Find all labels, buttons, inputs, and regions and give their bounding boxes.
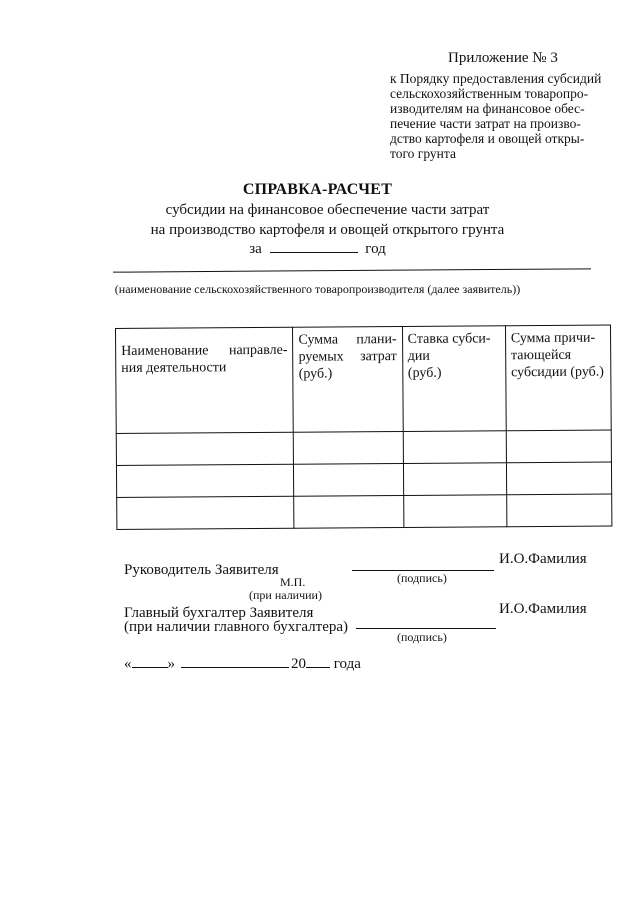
accountant-signature-field[interactable] bbox=[356, 628, 496, 629]
date-year-suffix: года bbox=[333, 656, 361, 672]
date-year-prefix: 20 bbox=[291, 656, 306, 672]
document-subtitle-line2: на производство картофеля и овощей открытого грунта bbox=[150, 222, 505, 238]
date-month-field[interactable] bbox=[181, 655, 289, 668]
subsidy-rate-label: Ставка субси-дии (руб.) bbox=[407, 331, 491, 381]
table-cell[interactable] bbox=[116, 432, 294, 465]
appendix-subtitle bbox=[390, 71, 615, 161]
table-row bbox=[116, 430, 611, 465]
document-title: СПРАВКА-РАСЧЕТ bbox=[242, 181, 393, 198]
column-header-planned-costs: Сумма плани-руемых затрат (руб.) bbox=[293, 326, 403, 432]
stamp-note: (при наличии) bbox=[249, 588, 322, 602]
stamp-label: М.П. bbox=[280, 575, 306, 589]
period-prefix: за bbox=[249, 241, 262, 257]
appendix-line: к Порядку предоставления субсидий bbox=[390, 71, 602, 86]
table-row bbox=[117, 494, 612, 529]
period-line bbox=[0, 240, 635, 258]
head-label: Руководитель Заявителя bbox=[124, 562, 279, 578]
column-header-subsidy-rate bbox=[402, 326, 506, 432]
accountant-note: (при наличии главного бухгалтера) bbox=[124, 619, 349, 635]
appendix-line: дство картофеля и овощей откры- bbox=[390, 131, 585, 146]
table-cell[interactable] bbox=[506, 430, 611, 463]
head-name: И.О.Фамилия bbox=[499, 551, 587, 567]
appendix-line: изводителям на финансовое обес- bbox=[390, 101, 585, 116]
table-row bbox=[116, 462, 611, 497]
date-open-quote: « bbox=[124, 656, 132, 672]
appendix-line: печение части затрат на произво- bbox=[390, 116, 581, 131]
column-header-activity: Наименование направле-ния деятельности bbox=[116, 327, 294, 433]
accountant-signature-caption: (подпись) bbox=[397, 630, 447, 644]
table-cell[interactable] bbox=[403, 463, 506, 496]
period-year-field[interactable] bbox=[270, 240, 358, 253]
head-signature-caption: (подпись) bbox=[397, 571, 447, 585]
document-subtitle-line1: субсидии на финансовое обеспечение части затрат bbox=[165, 202, 490, 218]
table-cell[interactable] bbox=[116, 464, 294, 497]
appendix-title: Приложение № 3 bbox=[448, 50, 558, 66]
applicant-caption: (наименование сельскохозяйственного товаропроизводителя (далее заявитель)) bbox=[114, 282, 521, 296]
date-day-field[interactable] bbox=[132, 655, 168, 668]
table-cell[interactable] bbox=[403, 431, 506, 464]
subsidy-table bbox=[115, 325, 612, 530]
date-close-quote: » bbox=[167, 656, 175, 672]
table-cell[interactable] bbox=[117, 496, 295, 529]
accountant-label: Главный бухгалтер Заявителя bbox=[124, 605, 314, 621]
column-header-subsidy-amount: Сумма причи-тающейся субсидии (руб.) bbox=[505, 325, 611, 431]
accountant-name: И.О.Фамилия bbox=[499, 601, 587, 617]
table-cell[interactable] bbox=[294, 463, 403, 496]
table-header-row bbox=[116, 325, 612, 433]
table-cell[interactable] bbox=[403, 495, 506, 528]
table-cell[interactable] bbox=[294, 495, 403, 528]
table-cell[interactable] bbox=[506, 462, 611, 495]
table-cell[interactable] bbox=[294, 431, 403, 464]
date-row bbox=[124, 655, 361, 673]
table-cell[interactable] bbox=[506, 494, 611, 527]
date-year-field[interactable] bbox=[306, 655, 330, 668]
applicant-name-field[interactable] bbox=[113, 268, 591, 272]
period-suffix: год bbox=[365, 241, 386, 257]
appendix-line: сельскохозяйственным товаропро- bbox=[390, 86, 589, 101]
appendix-line: того грунта bbox=[390, 146, 456, 161]
